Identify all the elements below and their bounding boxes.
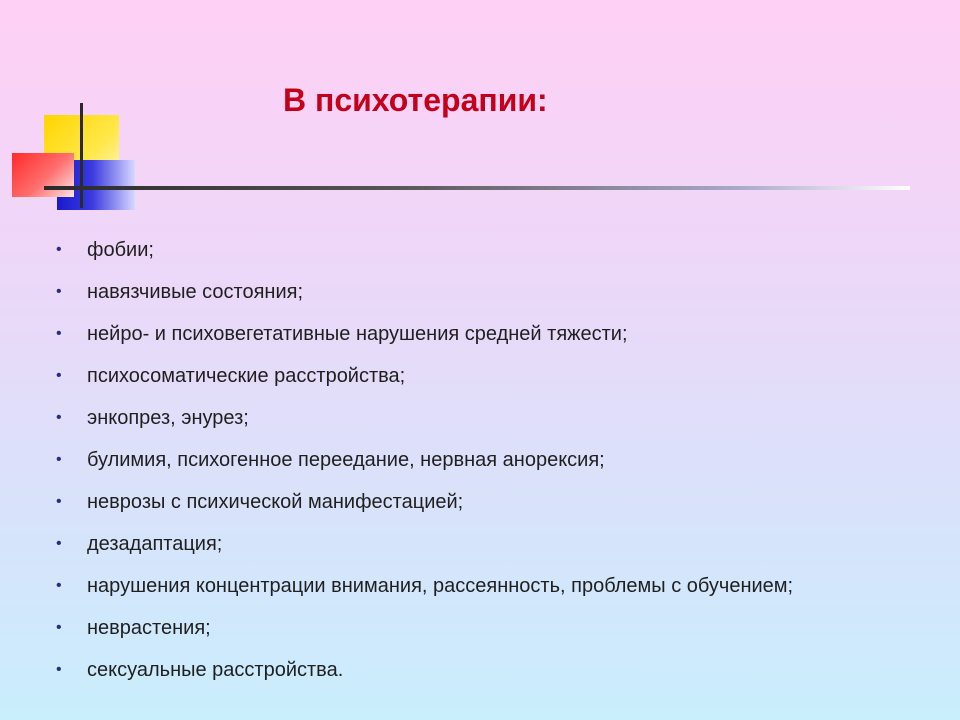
list-item-text: психосоматические расстройства; [87, 365, 406, 387]
bullet-icon: • [56, 367, 62, 384]
bullet-icon: • [56, 409, 62, 426]
list-item [56, 232, 946, 274]
bullet-icon: • [56, 325, 62, 342]
list-item-text: неврозы с психической манифестацией; [87, 491, 464, 513]
title-underline-divider [44, 186, 910, 190]
bullet-icon: • [56, 283, 62, 300]
list-item [56, 400, 946, 442]
list-item-text: нарушения концентрации внимания, рассеянность, проблемы с обучением; [87, 575, 794, 597]
list-item [56, 610, 946, 652]
list-item-text: дезадаптация; [87, 533, 223, 555]
list-item-text: неврастения; [87, 617, 211, 639]
slide-title: В психотерапии: [283, 82, 548, 118]
list-item [56, 274, 946, 316]
bullet-list [56, 232, 946, 694]
list-item-text: фобии; [87, 239, 154, 261]
list-item-text: сексуальные расстройства. [87, 659, 344, 681]
bullet-icon: • [56, 535, 62, 552]
bullet-icon: • [56, 577, 62, 594]
list-item [56, 442, 946, 484]
decor-red-square [12, 153, 74, 197]
bullet-icon: • [56, 451, 62, 468]
list-item [56, 316, 946, 358]
bullet-icon: • [56, 241, 62, 258]
list-item-text: булимия, психогенное переедание, нервная анорексия; [87, 449, 605, 471]
list-item [56, 484, 946, 526]
list-item [56, 568, 946, 610]
list-item [56, 652, 946, 694]
list-item-text: энкопрез, энурез; [87, 407, 249, 429]
bullet-icon: • [56, 619, 62, 636]
list-item-text: навязчивые состояния; [87, 281, 304, 303]
list-item-text: нейро- и психовегетативные нарушения средней тяжести; [87, 323, 628, 345]
bullet-icon: • [56, 493, 62, 510]
list-item [56, 358, 946, 400]
bullet-icon: • [56, 661, 62, 678]
list-item [56, 526, 946, 568]
decor-vertical-line [80, 103, 83, 208]
